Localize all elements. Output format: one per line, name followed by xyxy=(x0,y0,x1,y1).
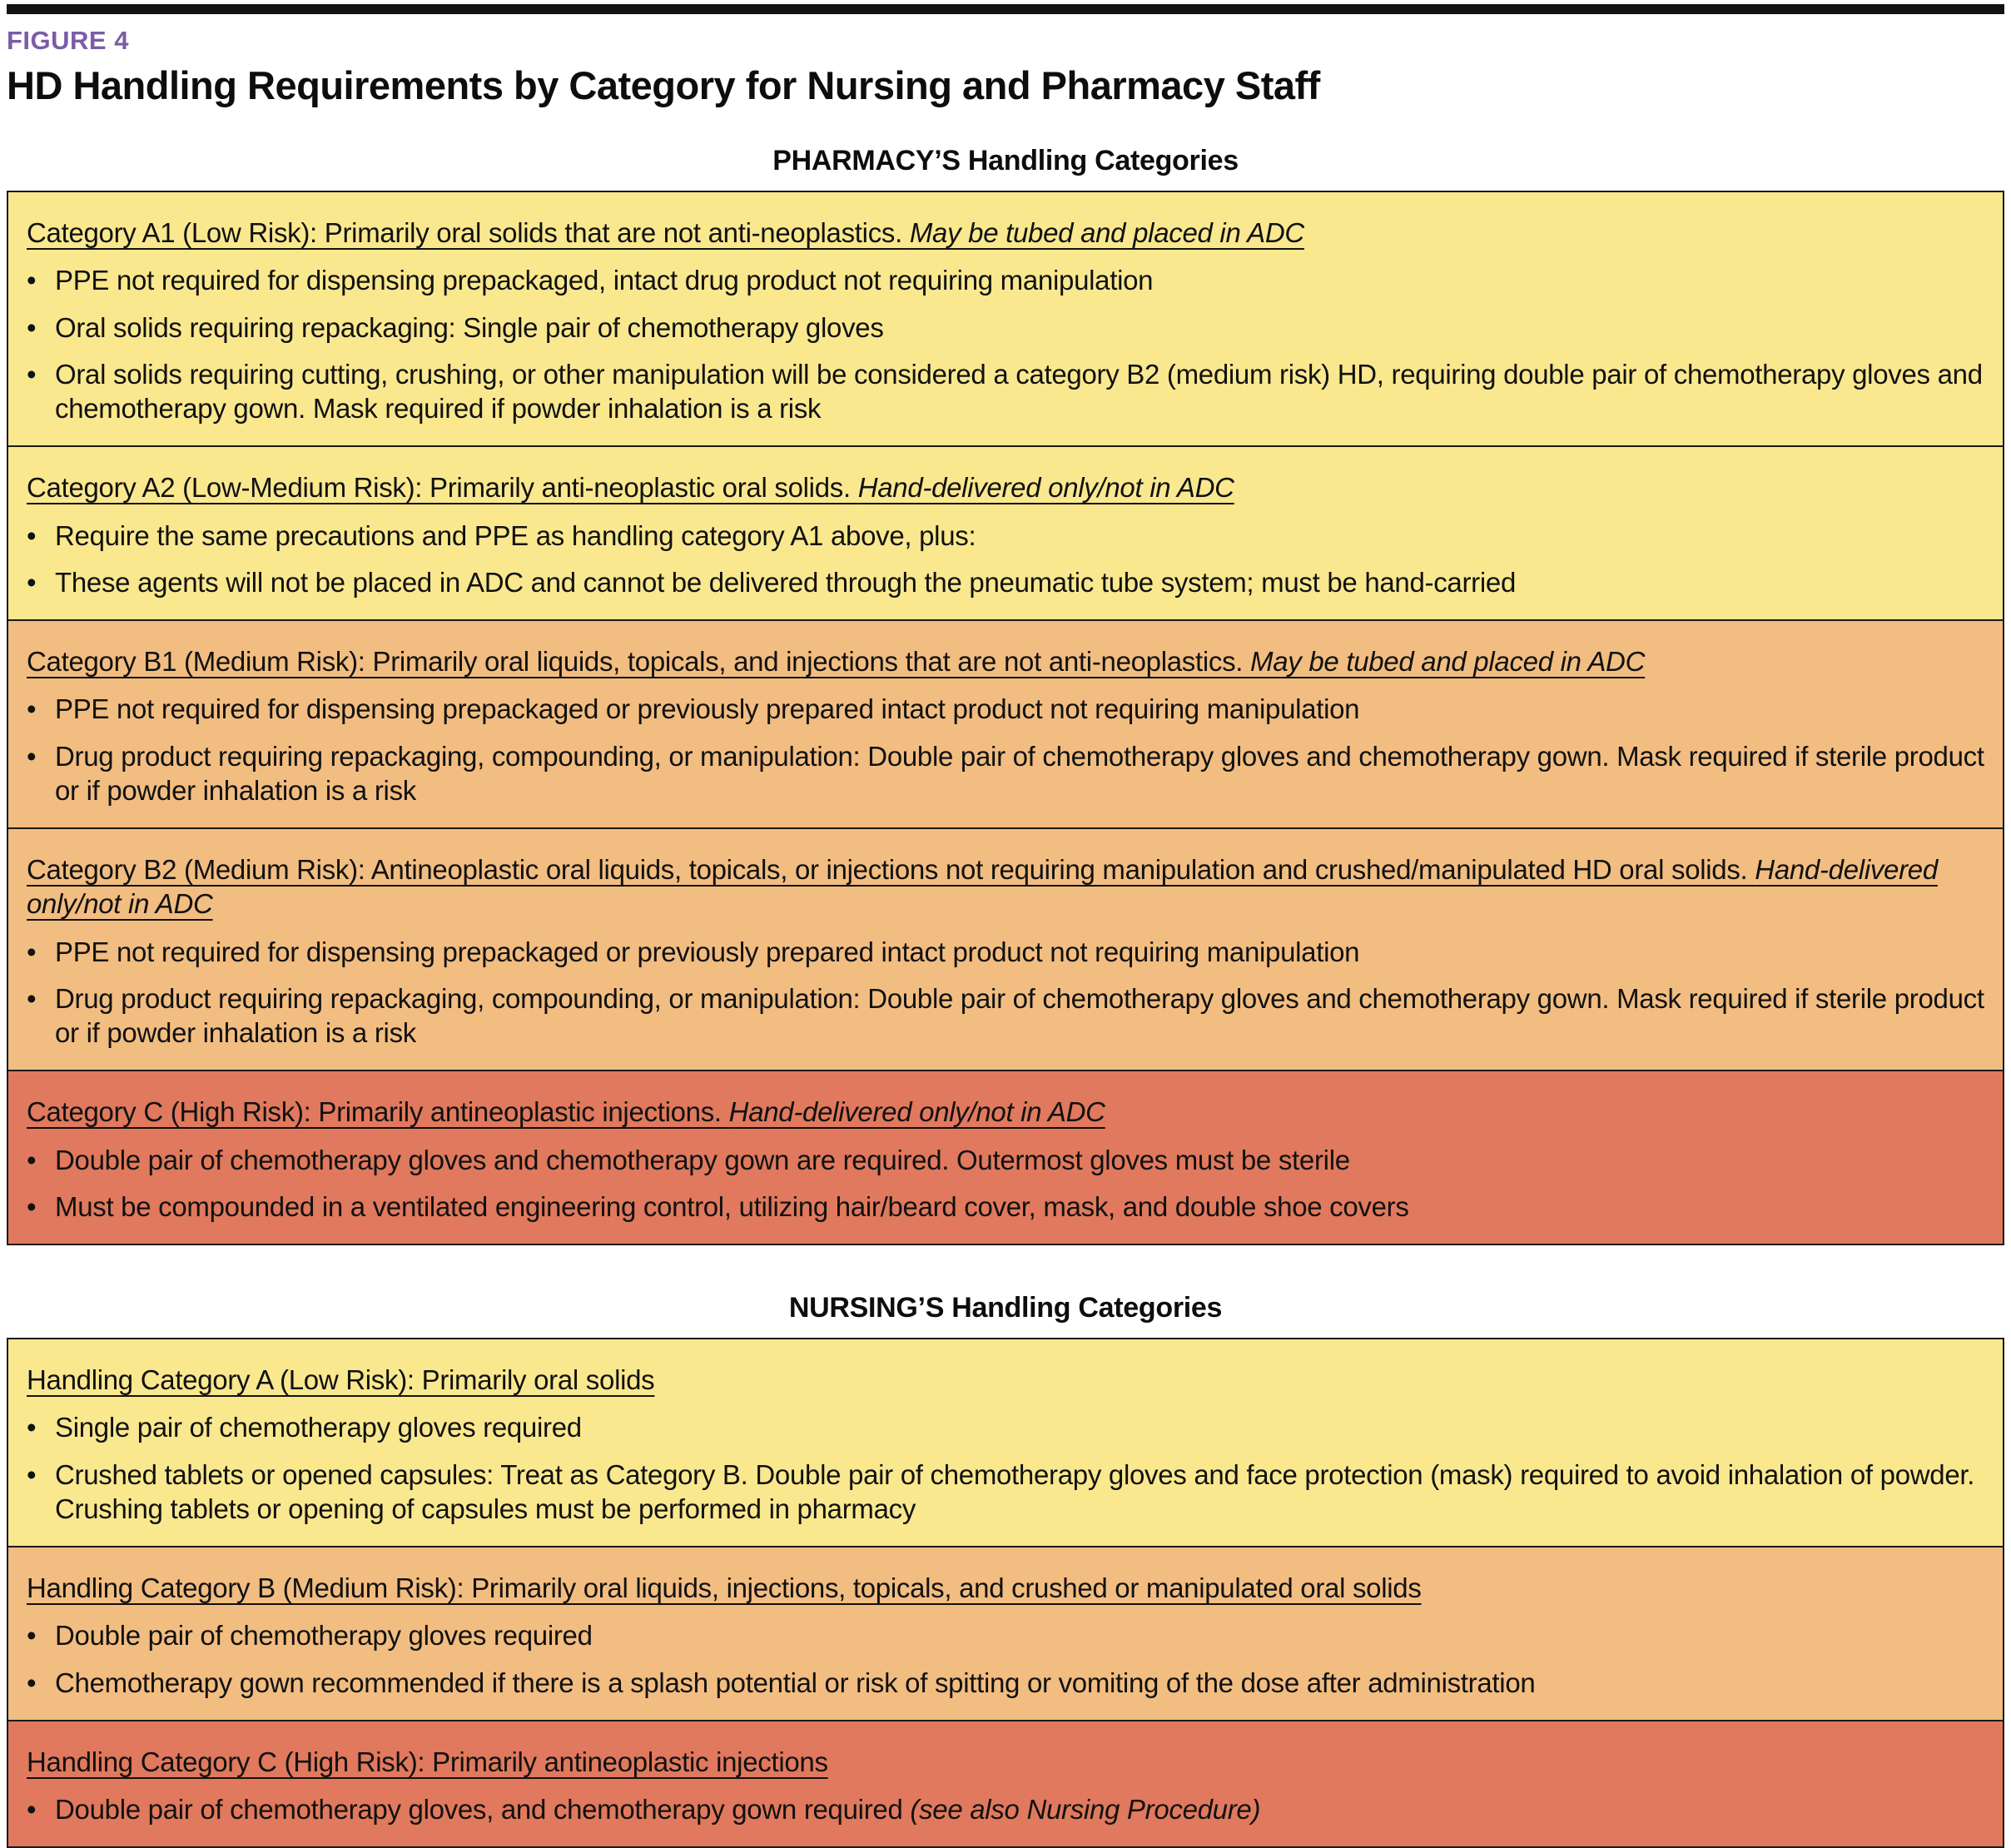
figure-top-rule xyxy=(7,4,2004,14)
bullet-icon: • xyxy=(27,1458,37,1490)
bullet-item xyxy=(27,1190,1984,1224)
bullet-text xyxy=(55,1410,1984,1444)
pharmacy-section-heading: PHARMACY’S Handling Categories xyxy=(772,145,1239,176)
handling-row xyxy=(8,1339,2003,1546)
bullet-text-main: Double pair of chemotherapy gloves required xyxy=(55,1620,593,1652)
category-header-italic-text: May be tubed and placed in ADC xyxy=(909,217,1304,248)
handling-row xyxy=(8,192,2003,445)
bullet-text-italic: (see also Nursing Procedure) xyxy=(910,1794,1261,1825)
bullet-text xyxy=(55,1190,1984,1224)
category-header xyxy=(27,1363,1984,1397)
pharmacy-handling-table xyxy=(7,191,2004,1245)
category-header xyxy=(27,1571,1984,1605)
bullet-text-main: Drug product requiring repackaging, compounding, or manipulation: Double pair of chemotherapy gloves and chemotherapy gown. Mask required if sterile product or if powder inhalation is a risk xyxy=(55,740,1984,806)
bullet-text-main: Oral solids requiring repackaging: Single pair of chemotherapy gloves xyxy=(55,311,884,343)
bullet-text xyxy=(55,935,1984,969)
bullet-text-main: PPE not required for dispensing prepackaged or previously prepared intact product not requiring manipulation xyxy=(55,693,1360,725)
nursing-handling-table xyxy=(7,1338,2004,1848)
handling-row xyxy=(8,445,2003,619)
bullet-text xyxy=(55,739,1984,808)
category-header-text: Handling Category C (High Risk): Primarily antineoplastic injections xyxy=(27,1746,828,1777)
bullet-text-main: Crushed tablets or opened capsules: Treat as Category B. Double pair of chemotherapy gloves and face protection (mask) required to avoid inhalation of powder. Crushing tablets or opening of capsules must be performed in pharmacy xyxy=(55,1458,1975,1524)
category-header-italic-text: Hand-delivered only/not in ADC xyxy=(27,854,1938,920)
bullet-item xyxy=(27,310,1984,345)
bullet-text xyxy=(55,263,1984,297)
category-header xyxy=(27,1095,1984,1129)
bullet-item xyxy=(27,263,1984,297)
bullet-icon: • xyxy=(27,566,37,598)
bullet-item xyxy=(27,739,1984,808)
bullet-icon: • xyxy=(27,358,37,390)
category-header-italic-text: Hand-delivered only/not in ADC xyxy=(728,1096,1105,1128)
bullet-text-main: Must be compounded in a ventilated engineering control, utilizing hair/beard cover, mask, and double shoe covers xyxy=(55,1190,1409,1222)
bullet-text xyxy=(55,981,1984,1051)
bullet-text-main: Chemotherapy gown recommended if there is a splash potential or risk of spitting or vomiting of the dose after administration xyxy=(55,1667,1536,1698)
bullet-icon: • xyxy=(27,1190,37,1222)
category-header-text: Category A2 (Low-Medium Risk): Primarily anti-neoplastic oral solids. xyxy=(27,472,858,504)
handling-row xyxy=(8,1070,2003,1244)
bullet-text-main: Require the same precautions and PPE as handling category A1 above, plus: xyxy=(55,519,976,551)
bullet-text xyxy=(55,1618,1984,1652)
bullet-item xyxy=(27,1666,1984,1700)
category-header xyxy=(27,216,1984,250)
bullet-icon: • xyxy=(27,1144,37,1175)
bullet-item xyxy=(27,935,1984,969)
bullet-icon: • xyxy=(27,693,37,725)
bullet-text xyxy=(55,357,1984,426)
bullet-item xyxy=(27,565,1984,599)
bullet-text-main: Drug product requiring repackaging, compounding, or manipulation: Double pair of chemotherapy gloves and chemotherapy gown. Mask required if sterile product or if powder inhalation is a risk xyxy=(55,982,1984,1048)
bullet-text xyxy=(55,692,1984,726)
category-header-text: Category A1 (Low Risk): Primarily oral solids that are not anti-neoplastics. xyxy=(27,217,910,248)
bullet-icon: • xyxy=(27,740,37,772)
category-header-italic-text: May be tubed and placed in ADC xyxy=(1250,646,1646,677)
bullet-icon: • xyxy=(27,936,37,967)
handling-row xyxy=(8,1546,2003,1720)
bullet-icon: • xyxy=(27,1667,37,1698)
bullet-text xyxy=(55,310,1984,345)
category-header xyxy=(27,1745,1984,1779)
bullet-text-main: Single pair of chemotherapy gloves required xyxy=(55,1412,582,1443)
bullet-icon: • xyxy=(27,1620,37,1652)
bullet-icon: • xyxy=(27,1794,37,1825)
bullet-text-main: Double pair of chemotherapy gloves, and chemotherapy gown required xyxy=(55,1794,911,1825)
bullet-text-main: Oral solids requiring cutting, crushing, or other manipulation will be considered a category B2 (medium risk) HD, requiring double pair of chemotherapy gloves and chemotherapy gown. Mask required if powder inhalation is a risk xyxy=(55,358,1983,424)
bullet-icon: • xyxy=(27,311,37,343)
bullet-text-main: Double pair of chemotherapy gloves and chemotherapy gown are required. Outermost gloves must be sterile xyxy=(55,1144,1350,1175)
category-header xyxy=(27,470,1984,504)
category-header-text: Handling Category B (Medium Risk): Primarily oral liquids, injections, topicals, and crushed or manipulated oral solids xyxy=(27,1572,1422,1603)
category-header-italic-text: Hand-delivered only/not in ADC xyxy=(857,472,1234,504)
bullet-item xyxy=(27,519,1984,553)
bullet-text xyxy=(55,1143,1984,1177)
bullet-item xyxy=(27,692,1984,726)
bullet-text xyxy=(55,1792,1984,1826)
bullet-text xyxy=(55,1666,1984,1700)
category-header-text: Category B2 (Medium Risk): Antineoplastic oral liquids, topicals, or injections not requiring manipulation and crushed/manipulated HD oral solids. xyxy=(27,854,1755,885)
bullet-text-main: PPE not required for dispensing prepackaged or previously prepared intact product not requiring manipulation xyxy=(55,936,1360,967)
nursing-section-heading: NURSING’S Handling Categories xyxy=(788,1292,1223,1324)
handling-row xyxy=(8,619,2003,827)
figure-page xyxy=(0,4,2011,1848)
bullet-icon: • xyxy=(27,982,37,1014)
bullet-icon: • xyxy=(27,519,37,551)
bullet-item xyxy=(27,1458,1984,1527)
bullet-item xyxy=(27,1792,1984,1826)
bullet-icon: • xyxy=(27,265,37,296)
handling-row xyxy=(8,1720,2003,1847)
figure-label: FIGURE 4 xyxy=(7,26,129,55)
bullet-icon: • xyxy=(27,1412,37,1443)
bullet-item xyxy=(27,1618,1984,1652)
bullet-text-main: These agents will not be placed in ADC and cannot be delivered through the pneumatic tube system; must be hand-carried xyxy=(55,566,1516,598)
bullet-text xyxy=(55,519,1984,553)
bullet-text xyxy=(55,565,1984,599)
bullet-item xyxy=(27,357,1984,426)
figure-title: HD Handling Requirements by Category for Nursing and Pharmacy Staff xyxy=(7,63,1320,107)
handling-row xyxy=(8,827,2003,1070)
category-header xyxy=(27,644,1984,678)
category-header-text: Handling Category A (Low Risk): Primarily oral solids xyxy=(27,1364,655,1395)
bullet-item xyxy=(27,1143,1984,1177)
bullet-item xyxy=(27,981,1984,1051)
category-header xyxy=(27,852,1984,922)
category-header-text: Category C (High Risk): Primarily antineoplastic injections. xyxy=(27,1096,729,1128)
bullet-text-main: PPE not required for dispensing prepackaged, intact drug product not requiring manipulation xyxy=(55,265,1154,296)
category-header-text: Category B1 (Medium Risk): Primarily oral liquids, topicals, and injections that are not anti-neoplastics. xyxy=(27,646,1251,677)
bullet-text xyxy=(55,1458,1984,1527)
bullet-item xyxy=(27,1410,1984,1444)
